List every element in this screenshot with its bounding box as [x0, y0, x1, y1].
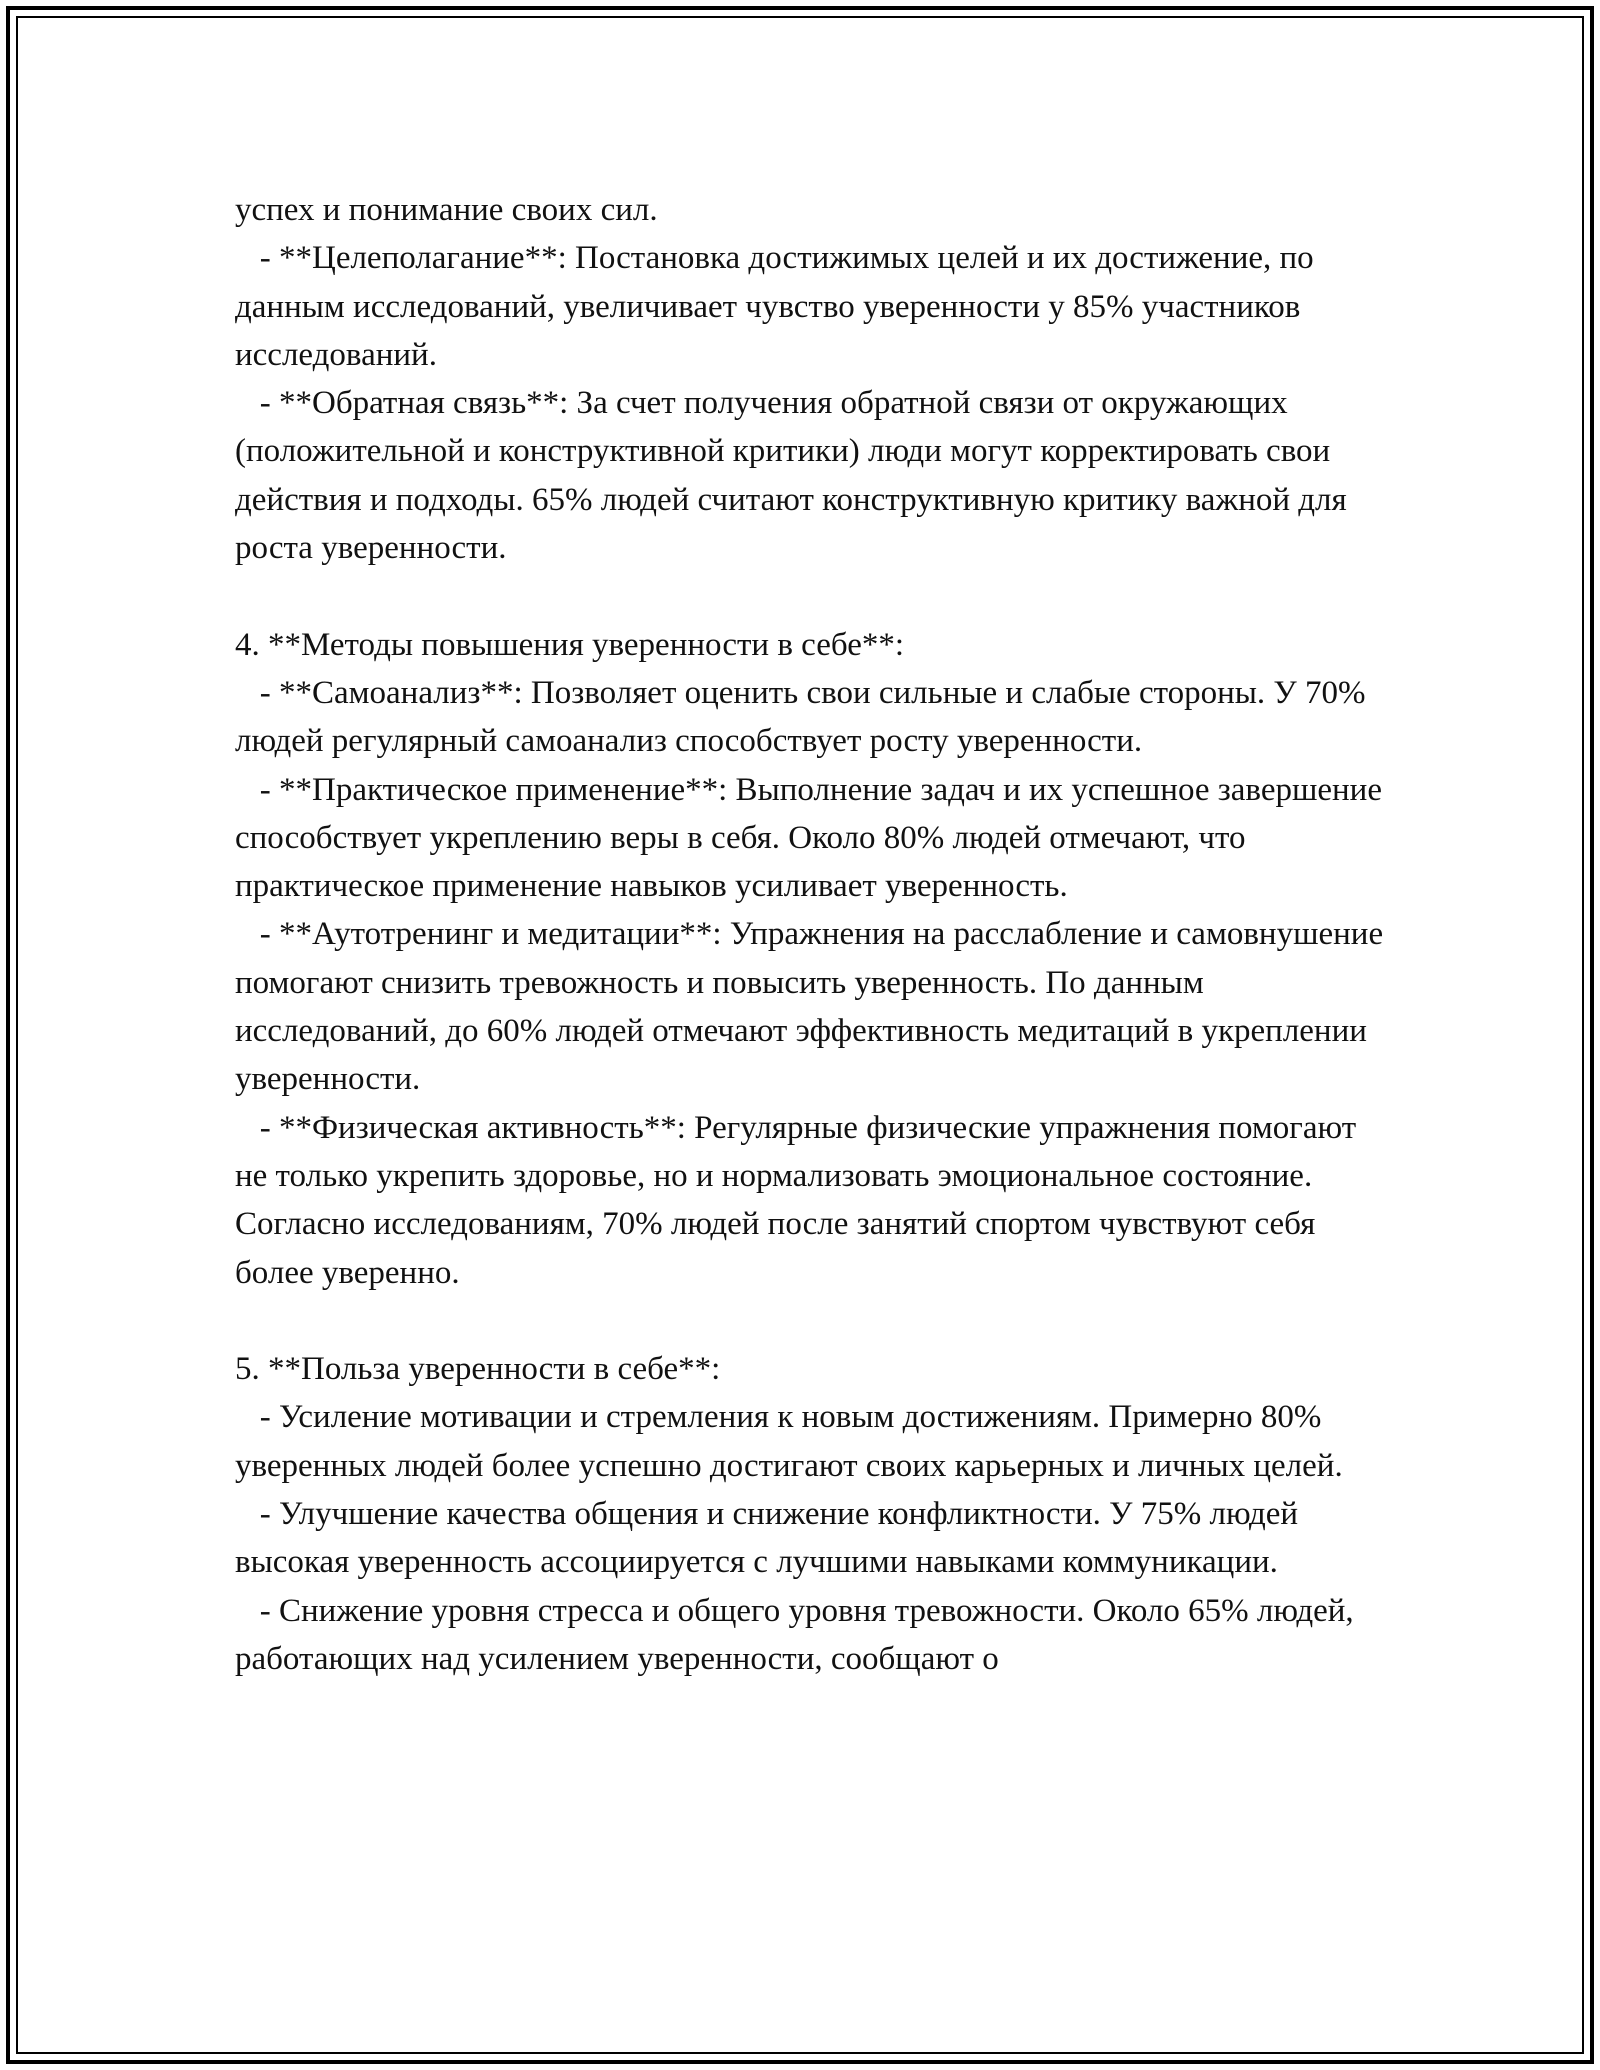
section-heading-benefits: 5. **Польза уверенности в себе**:	[235, 1351, 721, 1388]
paragraph-self-analysis: - **Самоанализ**: Позволяет оценить свои сильные и слабые стороны. У 70% людей регулярный самоанализ способствует росту уверенности.	[235, 674, 1374, 760]
paragraph-feedback: - **Обратная связь**: За счет получения обратной связи от окружающих (положительной и конструктивной критики) люди могут корректировать свои действия и подходы. 65% людей считают конструктивную критику важной для роста уверенности.	[235, 385, 1355, 567]
paragraph-motivation: - Усиление мотивации и стремления к новым достижениям. Примерно 80% уверенных людей более успешно достигают своих карьерных и личных целей.	[235, 1399, 1343, 1484]
section-heading-methods: 4. **Методы повышения уверенности в себе**:	[235, 626, 905, 663]
paragraph-practical-application: - **Практическое применение**: Выполнение задач и их успешное завершение способствует укреплению веры в себя. Около 80% людей отмечают, что практическое применение навыков усиливает уверенность.	[235, 771, 1391, 905]
paragraph-goal-setting: - **Целеполагание**: Постановка достижимых целей и их достижение, по данным исследований, увеличивает чувство уверенности у 85% участников исследований.	[235, 240, 1322, 373]
document-body	[235, 186, 1395, 1683]
paragraph-autotraining-meditation: - **Аутотренинг и медитации**: Упражнения на расслабление и самовнушение помогают снизить тревожность и повысить уверенность. По данным исследований, до 60% людей отмечают эффективность медитаций в укреплении уверенности.	[235, 916, 1392, 1098]
paragraph-physical-activity: - **Физическая активность**: Регулярные физические упражнения помогают не только укрепить здоровье, но и нормализовать эмоциональное состояние. Согласно исследованиям, 70% людей после занятий спортом чувствуют себя более уверенно.	[235, 1109, 1365, 1291]
paragraph-stress-reduction: - Снижение уровня стресса и общего уровня тревожности. Около 65% людей, работающих над усилением уверенности, сообщают о	[235, 1592, 1362, 1677]
paragraph-communication: - Улучшение качества общения и снижение конфликтности. У 75% людей высокая уверенность ассоциируется с лучшими навыками коммуникации.	[235, 1496, 1307, 1581]
paragraph-intro-continuation: успех и понимание своих сил.	[235, 192, 658, 228]
paragraph-spacer	[235, 1297, 1395, 1345]
paragraph-spacer	[235, 572, 1395, 620]
